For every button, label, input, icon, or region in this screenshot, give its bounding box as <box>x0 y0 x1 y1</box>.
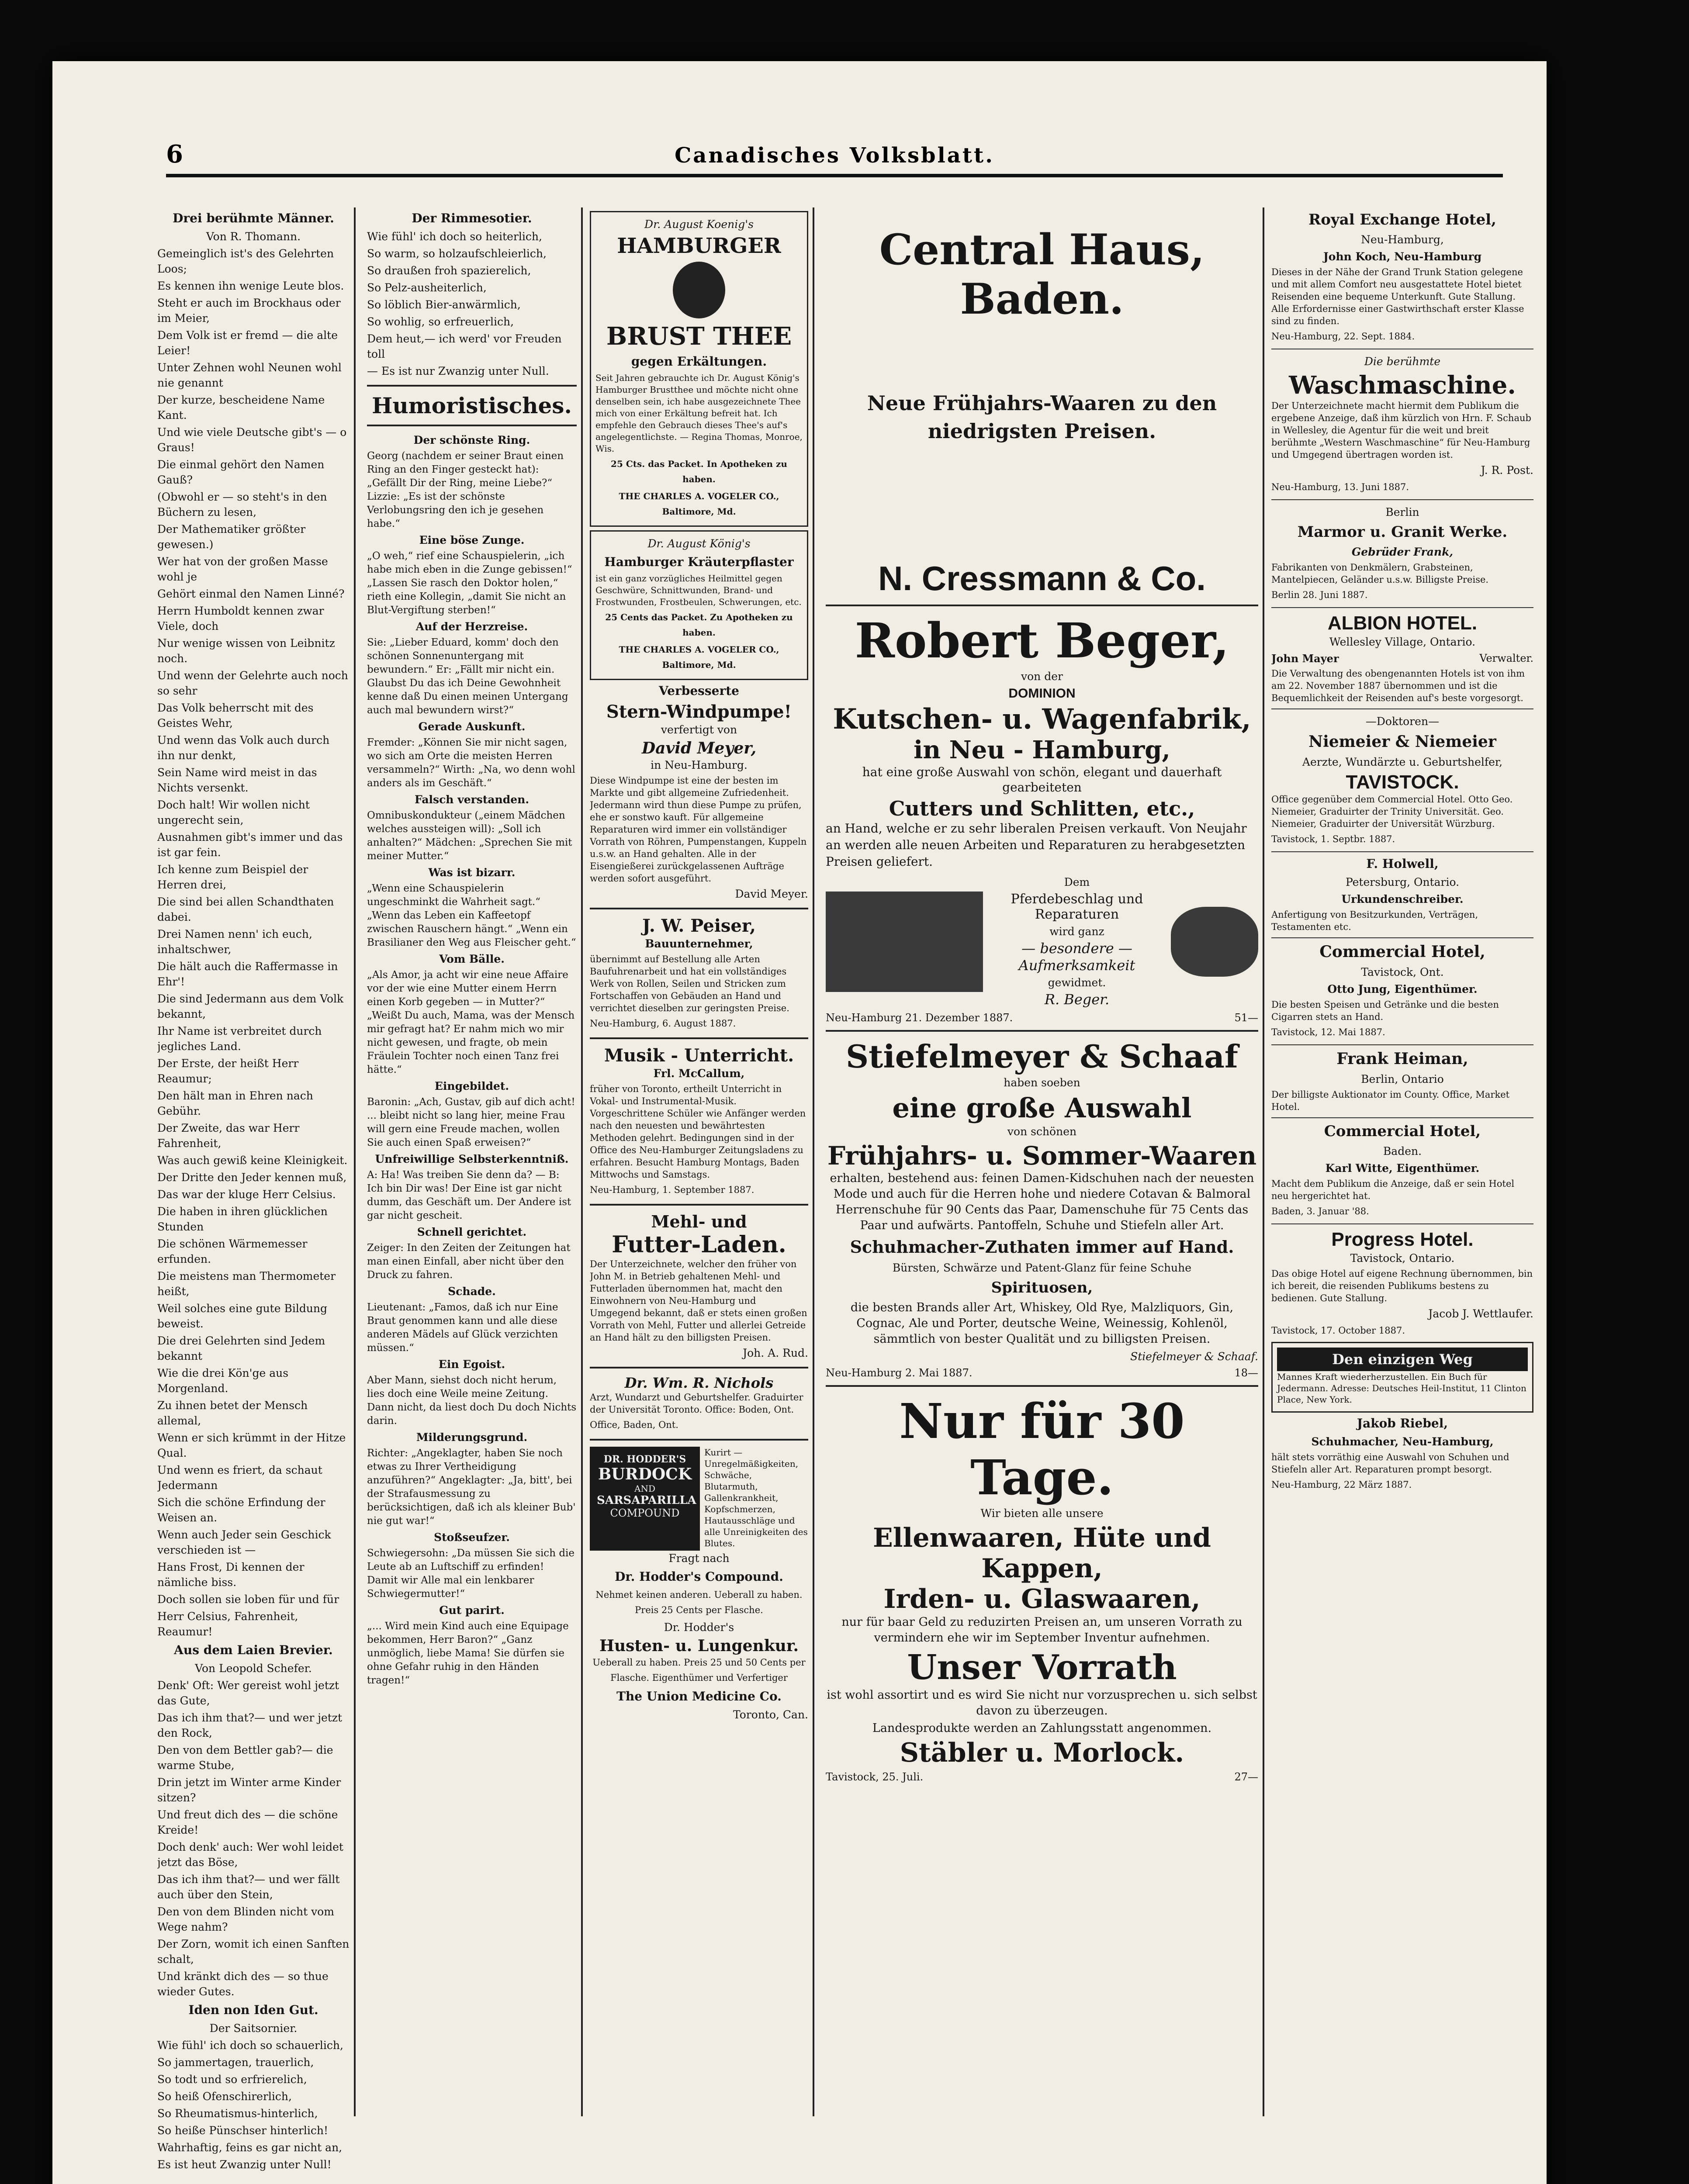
peiser-ad <box>590 916 808 1031</box>
marmor-ad <box>1271 505 1533 603</box>
ad-sub: Bauunternehmer, <box>645 937 753 950</box>
poem-line: Die drei Gelehrten sind Jedem bekannt <box>157 1334 325 1362</box>
humor-item-heading: Schade. <box>448 1285 496 1298</box>
ad-sign: Joh. A. Rud. <box>743 1347 808 1359</box>
ad-right1: Pferdebeschlag und Reparaturen <box>1011 892 1143 922</box>
holwell-ad <box>1271 857 1533 933</box>
ad-waaren: Frühjahrs- u. Sommer-Waaren <box>827 1141 1257 1171</box>
humor-section-title: Humoristisches. <box>372 393 572 418</box>
poem2-author: Von Leopold Schefer. <box>195 1662 312 1675</box>
humor-item-heading: Falsch verstanden. <box>414 793 530 806</box>
poem-line: Herrn Humboldt kennen zwar Viele, doch <box>157 605 324 632</box>
humor-item-text: Sie: „Lieber Eduard, komm' doch den schönen Sonnenuntergang mit bewundern.“ Er: „Fällt mir nicht ein. Glaubst Du das ich Deine Gewohnheit kenne daß Du einen meinen Untergang auch mal bewundern wirst?“ <box>367 637 568 716</box>
ad-right4: Aufmerksamkeit <box>1018 957 1135 974</box>
humor-item-heading: Eine böse Zunge. <box>419 534 525 546</box>
poem-line: Und kränkt dich des — so thue wieder Gutes. <box>157 1970 329 1998</box>
poem-line: Steht er auch im Brockhaus oder im Meier, <box>157 297 341 325</box>
ad-name: Frl. McCallum, <box>653 1067 745 1080</box>
ad-line2: Irden- u. Glaswaaren, <box>883 1584 1201 1614</box>
ad-footer-left: Neu-Hamburg 2. Mai 1887. <box>826 1367 973 1379</box>
royal-exchange-ad <box>1271 211 1533 344</box>
poem-line: So wohlig, so erfreuerlich, <box>367 315 514 328</box>
poem-line: Wer hat von der großen Masse wohl je <box>157 555 328 583</box>
ad-footer: Toronto, Can. <box>733 1708 808 1721</box>
ad-body: Office gegenüber dem Commercial Hotel. Otto Geo. Niemeier, Graduirter der Trinity Universität. Geo. Niemeier, Graduirter der Universität Würzburg. <box>1271 794 1513 829</box>
ad-body: Das obige Hotel auf eigene Rechnung übernommen, bin ich bereit, die reisenden Publikums bestens zu bedienen. Gute Stallung. <box>1271 1268 1533 1303</box>
ad-right5: gewidmet. <box>1048 976 1106 989</box>
column-2-humor <box>367 207 577 1689</box>
poem-line: Der Zweite, das war Herr Fahrenheit, <box>157 1122 300 1150</box>
poem-line: Gehört einmal den Namen Linné? <box>157 587 345 600</box>
ad-body: Diese Windpumpe ist eine der besten im Markte und gibt allgemeine Zufriedenheit. Jedermann wird thun diese Pumpe zu prüfen, ehe er sonstwo kauft. Für allgemeine Reparaturen wird immer ein vollständiger Vorrath von Röhren, Pumpenstangen, Kuppeln u.s.w. an Hand gehalten. Alle in der Eisengießerei zurückgelassenen Aufträge werden sofort ausgeführt. <box>590 775 807 884</box>
poem1-lines <box>157 246 350 1639</box>
tools-illustration <box>1171 907 1258 977</box>
poem-line: So draußen froh spazierelich, <box>367 264 531 277</box>
ad-maker: The Union Medicine Co. <box>616 1689 782 1704</box>
ad-footer: Berlin 28. Juni 1887. <box>1271 590 1368 600</box>
poem-line: Sein Name wird meist in das Nichts versenkt. <box>157 766 317 794</box>
ad-title: Dr. Wm. R. Nichols <box>624 1375 774 1391</box>
burdock-line2: BURDOCK <box>598 1465 692 1483</box>
poem-line: Und freut dich des — die schöne Kreide! <box>157 1808 338 1836</box>
poem-line: — Es ist nur Zwanzig unter Null. <box>367 365 549 377</box>
ad-pre: Die berühmte <box>1364 355 1441 368</box>
ad-name: F. Holwell, <box>1366 857 1439 871</box>
humor-items <box>367 432 577 1687</box>
poem-line: So löblich Bier-anwärmlich, <box>367 298 521 311</box>
ad-footer: Neu-Hamburg, 6. August 1887. <box>590 1018 736 1029</box>
poem-line: Drei Namen nenn' ich euch, inhaltschwer, <box>157 928 312 956</box>
humor-item-heading: Auf der Herzreise. <box>415 620 528 633</box>
poem-line: Und wenn es friert, da schaut Jedermann <box>157 1464 322 1492</box>
ad-place: Tavistock, Ont. <box>1361 966 1444 978</box>
ad-body: hält stets vorräthig eine Auswahl von Schuhen und Stiefeln aller Art. Reparaturen prompt besorgt. <box>1271 1452 1509 1475</box>
ad-name: Robert Beger, <box>855 612 1229 669</box>
poem-line: Das ich ihm that?— und wer jetzt den Rock, <box>157 1711 343 1739</box>
poem-line: Nur wenige wissen von Leibnitz noch. <box>157 637 335 665</box>
poem-line: Doch denk' auch: Wer wohl leidet jetzt das Böse, <box>157 1841 343 1869</box>
ad-firm: Stäbler u. Morlock. <box>900 1738 1184 1768</box>
poem-line: Gemeinglich ist's des Gelehrten Loos; <box>157 247 334 275</box>
ad-place: Baden. <box>1383 1145 1422 1158</box>
ad-place: Berlin <box>1385 506 1419 518</box>
ad-sub: haben soeben <box>1004 1076 1080 1089</box>
ad-zut: Schuhmacher-Zuthaten immer auf Hand. <box>850 1237 1234 1257</box>
ad-pre: Fragt nach <box>668 1552 730 1565</box>
ad-name: HAMBURGER <box>617 234 781 258</box>
portrait-image <box>673 262 725 318</box>
humor-item-text: „O weh,“ rief eine Schauspielerin, „ich habe mich eben in die Zunge gebissen!“ „Lassen Sie rasch den Doktor holen,“ rieth eine Kollegin, „damit Sie nicht an Blut-Vergiftung sterben!“ <box>367 550 572 616</box>
ad-sub: verfertigt von <box>661 723 737 736</box>
ad-title: Nur für 30 Tage. <box>899 1393 1185 1506</box>
poem-line: Und wenn der Gelehrte auch noch so sehr <box>157 669 348 697</box>
progress-hotel-ad <box>1271 1229 1533 1338</box>
poem2-title: Aus dem Laien Brevier. <box>174 1643 333 1657</box>
humor-item-text: Omnibuskondukteur („einem Mädchen welches aussteigen will): „Soll ich anhalten?“ Mädchen: „Sprechen Sie mit meiner Mutter.“ <box>367 810 572 862</box>
ad-sub: Aerzte, Wundärzte u. Geburtshelfer, <box>1302 756 1503 768</box>
ad-name: John Koch, Neu-Hamburg <box>1323 250 1482 263</box>
ad-big: eine große Auswahl <box>892 1092 1192 1124</box>
heiman-ad <box>1271 1050 1533 1113</box>
ad-body: Der Unterzeichnete, welcher den früher von John M. in Betrieb gehaltenen Mehl- und Futterladen übernommen hat, macht den Einwohnern von Neu-Hamburg und Umgegend bekannt, daß er stets einen großen Vorrath von Mehl, Futter und allerlei Getreide an Hand hält zu den billigsten Preisen. <box>590 1259 807 1343</box>
burdock-ad <box>590 1447 808 1551</box>
horse-illustration <box>826 892 983 992</box>
ad-footer-right: 27— <box>1234 1771 1258 1783</box>
ad-title: Husten- u. Lungenkur. <box>599 1637 799 1655</box>
ad-place: Petersburg, Ontario. <box>1345 876 1460 888</box>
humor-item-heading: Gerade Auskunft. <box>418 720 526 733</box>
ad-sign: David Meyer. <box>735 888 808 900</box>
ad-footer: Neu-Hamburg, 13. Juni 1887. <box>1271 482 1409 492</box>
ad-von: von schönen <box>1007 1125 1077 1138</box>
poem1-title: Drei berühmte Männer. <box>173 211 334 225</box>
col2-poem-lines <box>367 229 577 379</box>
ad-items: Cutters und Schlitten, etc., <box>889 797 1195 820</box>
ad-role: Verwalter. <box>1479 652 1533 664</box>
poem-line: Wie die drei Kön'ge aus Morgenland. <box>157 1367 289 1395</box>
ad-name: John Mayer <box>1271 652 1339 665</box>
humor-item-text: „... Wird mein Kind auch eine Equipage bekommen, Herr Baron?“ „Ganz unmöglich, liebe Mama! Sie dürfen sie ohne Gefahr ruhig in den Händen tragen!“ <box>367 1621 569 1686</box>
albion-hotel-ad <box>1271 612 1533 704</box>
humor-item-heading: Schnell gerichtet. <box>417 1226 527 1238</box>
burdock-line3: AND <box>634 1483 655 1494</box>
windpumpe-ad <box>590 684 808 902</box>
poem-line: Der kurze, bescheidene Name Kant. <box>157 394 325 422</box>
ad-footer-left: Neu-Hamburg 21. Dezember 1887. <box>826 1012 1013 1024</box>
humor-item-heading: Stoßseufzer. <box>434 1531 510 1544</box>
ad-place: TAVISTOCK. <box>1346 771 1459 793</box>
ad-place: Berlin, Ontario <box>1361 1073 1444 1085</box>
poem-line: Den von dem Bettler gab?— die warme Stube, <box>157 1744 333 1772</box>
ad-footer-right: 51— <box>1234 1012 1258 1024</box>
ad-body: Der billigste Auktionator im County. Office, Market Hotel. <box>1271 1089 1510 1112</box>
ad-sign: J. R. Post. <box>1481 464 1533 477</box>
humor-item-heading: Eingebildet. <box>434 1080 509 1092</box>
poem-line: Und wie viele Deutsche gibt's — o Graus! <box>157 426 347 454</box>
ad-body: ist ein ganz vorzügliches Heilmittel gegen Geschwüre, Schnittwunden, Brand- und Frostwunden, Frostbeulen, Schwerungen, etc. <box>595 573 802 607</box>
ad-sub: Wir bieten alle unsere <box>980 1507 1104 1520</box>
poem-line: Die sind bei allen Schandthaten dabei. <box>157 895 334 923</box>
col2-poem-title: Der Rimmesotier. <box>412 211 532 225</box>
ad-body: Arzt, Wundarzt und Geburtshelfer. Graduirter der Universität Toronto. Office: Boden, Ont. <box>590 1392 803 1415</box>
ad-footer: Neu-Hamburg, 22. Sept. 1884. <box>1271 331 1415 342</box>
ad-title: Progress Hotel. <box>1331 1229 1474 1250</box>
waschmaschine-ad <box>1271 354 1533 495</box>
ad-product: BRUST THEE <box>606 322 792 351</box>
humor-item-text: A: Ha! Was treiben Sie denn da? — B: Ich bin Dir was! Der Eine ist gar nicht dumm, das Geschäft um. Der Andere ist gar nicht gescheit. <box>367 1169 571 1221</box>
poem-line: So Pelz-ausheiterlich, <box>367 281 487 294</box>
poem-line: Doch halt! Wir wollen nicht ungerecht sein, <box>157 798 310 826</box>
humor-item-text: Richter: „Angeklagter, haben Sie noch etwas zu Ihrer Vertheidigung anzuführen?“ Angeklagter: „Ja, bitt', bei der Strafausmessung zu berücksichtigen, daß ich als kleiner Bub' nie gut war!“ <box>367 1448 576 1527</box>
humor-item-text: Fremder: „Können Sie mir nicht sagen, wo sich am Orte die meisten Herren versammeln?“ Wirth: „Na, wo denn wohl anders als im Geschäft.“ <box>367 737 575 789</box>
ad-title: Commercial Hotel, <box>1319 943 1485 961</box>
ad-footer-right: 18— <box>1234 1367 1258 1379</box>
ad-pre2: Dr. Hodder's <box>664 1621 734 1634</box>
poem-line: Unter Zehnen wohl Neunen wohl nie genannt <box>157 361 342 389</box>
poem-line: Was auch gewiß keine Kleinigkeit. <box>157 1154 348 1167</box>
ad-sign: Stiefelmeyer & Schaaf. <box>1130 1350 1258 1363</box>
poem-line: Die einmal gehört den Namen Gauß? <box>157 458 325 486</box>
poem-line: So Rheumatismus-hinterlich, <box>157 2107 318 2120</box>
poem-line: Zu ihnen betet der Mensch allemal, <box>157 1399 308 1427</box>
niemeier-ad <box>1271 714 1533 847</box>
ad-place: Wellesley Village, Ontario. <box>1329 636 1476 648</box>
humor-item-text: „Als Amor, ja acht wir eine neue Affaire vor der wie eine Mutter einem Herrn einen Korb gegeben — in Mutter?“ „Weißt Du auch, Mama, was der Mensch mir gefragt hat? Er nahm mich wo mir nicht gewesen, und fragte, ob mein Fräulein Tochter noch einen Tanz frei hätte.“ <box>367 969 575 1075</box>
ad-place: in Neu - Hamburg, <box>914 736 1170 764</box>
poem-line: Wenn er sich krümmt in der Hitze Qual. <box>157 1431 346 1459</box>
ad-spir: Spirituosen, <box>991 1279 1093 1296</box>
ad-body: Die besten Speisen und Getränke und die besten Cigarren stets an Hand. <box>1271 999 1499 1022</box>
column-1-poems <box>157 207 350 2174</box>
humor-item-text: Zeiger: In den Zeiten der Zeitungen hat man einen Einfall, aber nicht über den Druck zu fahren. <box>367 1242 571 1281</box>
newspaper-title: Canadisches Volksblatt. <box>675 143 994 168</box>
poem-line: So todt und so erfrierelich, <box>157 2073 307 2086</box>
poem-line: Das war der kluge Herr Celsius. <box>157 1188 336 1201</box>
commercial-hotel-baden-ad <box>1271 1123 1533 1219</box>
poem-line: Wenn auch Jeder sein Geschick verschieden ist — <box>157 1528 331 1556</box>
nur-30-tage-ad <box>826 1393 1258 1783</box>
poem-line: So heiße Pünschser hinterlich! <box>157 2124 329 2137</box>
humor-item-heading: Vom Bälle. <box>439 953 505 965</box>
musik-ad <box>590 1045 808 1198</box>
ad-footer1: 25 Cts. das Packet. In Apotheken zu haben. <box>611 459 787 484</box>
burdock-line4: SARSAPARILLA <box>597 1494 696 1507</box>
kraeuterpflaster-ad <box>590 530 808 680</box>
burdock-side-text: Kurirt — Unregelmäßigkeiten, Schwäche, Blutarmuth, Gallenkrankheit, Kopfschmerzen, Hautausschläge und alle Unreinigkeiten des Blutes. <box>704 1447 808 1548</box>
ad-place: Neu-Hamburg, <box>1361 233 1444 246</box>
column-5-notices <box>1271 207 1533 1494</box>
ad-name: Jakob Riebel, <box>1357 1416 1448 1431</box>
poem-line: So heiß Ofenschirerlich, <box>157 2090 292 2103</box>
burdock-line1: DR. HODDER'S <box>603 1454 686 1465</box>
ad-footer: Office, Baden, Ont. <box>590 1420 678 1430</box>
ad-fabrik: Kutschen- u. Wagenfabrik, <box>833 703 1251 736</box>
ad-name: Gebrüder Frank, <box>1351 546 1454 558</box>
ad-body: Anfertigung von Besitzurkunden, Verträgen, Testamenten etc. <box>1271 909 1478 932</box>
ad-sign: Jacob J. Wettlaufer. <box>1428 1307 1533 1320</box>
poem-line: Drin jetzt im Winter arme Kinder sitzen? <box>157 1776 341 1804</box>
ad-place: Tavistock, Ontario. <box>1350 1252 1455 1265</box>
ad-body: Macht dem Publikum die Anzeige, daß er sein Hotel neu hergerichtet hat. <box>1271 1178 1515 1201</box>
ad-body: Fabrikanten von Denkmälern, Grabsteinen, Mantelpiecen, Geländer u.s.w. Billigste Preise. <box>1271 562 1489 585</box>
ad-body2: ist wohl assortirt und es wird Sie nicht nur vorzusprechen u. sich selbst davon zu überzeugen. <box>827 1688 1257 1717</box>
ad-body: nur für baar Geld zu reduzirten Preisen an, um unseren Vorrath zu vermindern ehe wir im September Inventur aufnehmen. <box>841 1615 1243 1645</box>
poem2-lines <box>157 1678 350 1999</box>
ad-dem: Dem <box>1064 876 1090 888</box>
ad-place: in Neu-Hamburg. <box>651 759 748 771</box>
poem-line: Der Mathematiker größter gewesen.) <box>157 523 306 551</box>
burdock-line5: COMPOUND <box>610 1507 680 1519</box>
ad-top: Dr. August Koenig's <box>644 218 754 231</box>
compound-ad <box>590 1551 808 1722</box>
newspaper-page <box>52 61 1547 2184</box>
poem-line: Denk' Oft: Wer gereist wohl jetzt das Gute, <box>157 1679 339 1707</box>
ad-top: Dr. August König's <box>647 537 751 550</box>
poem-line: Hans Frost, Di kennen der nämliche biss. <box>157 1561 305 1589</box>
ad-body: übernimmt auf Bestellung alle Arten Baufuhrenarbeit und hat ein vollständiges Werk von Rollen, Seilen und Stricken zum Fortschaffen von Gebäuden an Hand und verrichtet dieselben zur geringsten Preise. <box>590 954 789 1013</box>
ad-footer2: THE CHARLES A. VOGELER CO., Baltimore, Md. <box>619 491 779 517</box>
poem3-lines <box>157 2038 350 2172</box>
poem-line: Die schönen Wärmemesser erfunden. <box>157 1237 308 1265</box>
poem-line: Die sind Jedermann aus dem Volk bekannt, <box>157 992 344 1020</box>
ad-body2: die besten Brands aller Art, Whiskey, Old Rye, Malzliquors, Gin, Cognac, Ale und Porter, deutsche Weine, Weinessig, Kohlenöl, sämmtlich von bester Qualität und zu billigsten Preisen. <box>850 1301 1234 1346</box>
poem-line: Herr Celsius, Fahrenheit, Reaumur! <box>157 1610 298 1638</box>
humor-item-text: Lieutenant: „Famos, daß ich nur Eine Braut genommen kann und alle diese anderen Mädels auf Glück verzichten müssen.“ <box>367 1302 558 1354</box>
ad-title: Waschmaschine. <box>1289 371 1516 400</box>
poem-line: Der Zorn, womit ich einen Sanften schalt, <box>157 1938 350 1966</box>
ad-footer: Baden, 3. Januar '88. <box>1271 1206 1369 1216</box>
ad-sub: gegen Erkältungen. <box>631 354 767 369</box>
poem-line: Der Erste, der heißt Herr Reaumur; <box>157 1057 299 1085</box>
ad-title1: Mehl- und <box>651 1212 747 1231</box>
ad-footer: Tavistock, 1. Septbr. 1887. <box>1271 834 1395 844</box>
brust-thee-ad <box>590 211 808 527</box>
ad-zut2: Bürsten, Schwärze und Patent-Glanz für feine Schuhe <box>892 1261 1192 1274</box>
poem-line: Sich die schöne Erfindung der Weisen an. <box>157 1496 325 1524</box>
stiefelmeyer-ad <box>826 1038 1258 1379</box>
ad-title: Royal Exchange Hotel, <box>1308 211 1496 228</box>
ad-right3: — besondere — <box>1021 940 1132 957</box>
poem-line: Das ich ihm that?— und wer fällt auch über den Stein, <box>157 1873 340 1901</box>
ad-line1: Ellenwaaren, Hüte und Kappen, <box>873 1523 1211 1584</box>
ad-body: hat eine große Auswahl von schön, elegant und dauerhaft gearbeiteten <box>862 765 1222 795</box>
ad-pre: —Doktoren— <box>1365 715 1440 728</box>
burdock-label <box>590 1447 700 1551</box>
ad-body: Nehmet keinen anderen. Ueberall zu haben. Preis 25 Cents per Flasche. <box>595 1590 803 1615</box>
humor-item-text: Georg (nachdem er seiner Braut einen Ring an den Finger gesteckt hat): „Gefällt Dir der Ring, meine Liebe?“ Lizzie: „Es ist der schönste Verlobungsring den ich je gesehen habe.“ <box>367 450 564 529</box>
poem3-title: Iden non Iden Gut. <box>188 2003 318 2017</box>
ad-footer1: 25 Cents das Packet. Zu Apotheken zu haben. <box>605 612 793 638</box>
ad-title: ALBION HOTEL. <box>1327 612 1478 634</box>
ad-firm: N. Cressmann & Co. <box>878 559 1206 598</box>
poem3-subtitle: Der Saitsornier. <box>209 2022 298 2035</box>
poem-line: Wie fühl' ich doch so schauerlich, <box>157 2039 343 2052</box>
ad-body2: Ueberall zu haben. Preis 25 und 50 Cents per Flasche. Eigenthümer und Verfertiger <box>592 1657 806 1683</box>
poem-line: Ausnahmen gibt's immer und das ist gar fein. <box>157 831 343 859</box>
humor-item-heading: Unfreiwillige Selbsterkenntniß. <box>375 1153 569 1165</box>
page-number: 6 <box>166 140 183 169</box>
poem-line: Das Volk beherrscht mit des Geistes Wehr, <box>157 702 314 729</box>
ad-body: Seit Jahren gebrauchte ich Dr. August König's Hamburger Brustthee und möchte nicht ohne denselben sein, ich habe ausgezeichnete Thee mich von einer Erkältung befreit hat. Ich empfehle den Gebrauch dieses Thee's auf's angelegentlichste. — Regina Thomas, Monroe, Wis. <box>595 373 803 454</box>
humor-item-text: Schwiegersohn: „Da müssen Sie sich die Leute ab an Luftschiff zu erfinden! Damit wir Alle mal ein lenkbarer Schwiegermutter!“ <box>367 1548 575 1600</box>
ad-landes: Landesprodukte werden an Zahlungsstatt angenommen. <box>872 1721 1212 1735</box>
beger-ad <box>826 612 1258 1024</box>
poem-line: Der Dritte den Jeder kennen muß, <box>157 1171 347 1184</box>
ad-name: Dr. Hodder's Compound. <box>615 1569 783 1584</box>
poem-line: Die meistens man Thermometer heißt, <box>157 1270 336 1298</box>
ad-footer2: THE CHARLES A. VOGELER CO., Baltimore, Md. <box>619 644 779 670</box>
ad-footer: Tavistock, 17. October 1887. <box>1271 1325 1405 1336</box>
riebel-ad <box>1271 1416 1533 1493</box>
nichols-ad <box>590 1375 808 1433</box>
poem-line: Die hält auch die Raffermasse in Ehr'! <box>157 960 338 988</box>
ad-title: Marmor u. Granit Werke. <box>1297 523 1508 541</box>
ad-title2: Stern-Windpumpe! <box>606 702 792 722</box>
poem-line: Es kennen ihn wenige Leute blos. <box>157 280 344 292</box>
ad-footer: Neu-Hamburg, 1. September 1887. <box>590 1185 755 1195</box>
humor-item-text: Aber Mann, siehst doch nicht herum, lies doch eine Weile meine Zeitung. Dann nicht, da liest doch Du doch Nichts darin. <box>367 1375 577 1427</box>
humor-item-heading: Milderungsgrund. <box>416 1431 528 1444</box>
ad-body: Der Unterzeichnete macht hiermit dem Publikum die ergebene Anzeige, daß ihm kürzlich von Hrn. F. Schaub in Wellesley, die Agentur für die weit und breit berühmte „Western Waschmaschine“ für Neu-Hamburg und Umgegend übertragen worden ist. <box>1271 401 1531 460</box>
ad-body: früher von Toronto, ertheilt Unterricht in Vokal- und Instrumental-Musik. Vorgeschrittene Schüler wie Anfänger werden nach den neuesten und bewährtesten Methoden gelehrt. Bedingungen sind in der Office des Neu-Hamburger Zeitungsladens zu erfahren. Besucht Hamburg Montags, Baden Mittwochs und Samstags. <box>590 1084 806 1180</box>
ad-title2: Futter-Laden. <box>612 1231 786 1258</box>
humor-item-heading: Der schönste Ring. <box>413 434 530 446</box>
ad-vorrath: Unser Vorrath <box>907 1648 1177 1687</box>
poem-line: Wie fühl' ich doch so heiterlich, <box>367 230 542 243</box>
poem-line: Weil solches eine gute Bildung beweist. <box>157 1302 328 1330</box>
ad-body: Mannes Kraft wiederherzustellen. Ein Buch für Jedermann. Adresse: Deutsches Heil-Institut, 11 Clinton Place, New York. <box>1277 1372 1526 1405</box>
poem-line: Und wenn das Volk auch durch ihn nur denkt, <box>157 734 330 762</box>
ad-name: Stiefelmeyer & Schaaf <box>846 1038 1238 1075</box>
masthead <box>166 140 1503 177</box>
ad-body: erhalten, bestehend aus: feinen Damen-Kidschuhen nach der neuesten Mode und auch für die Herren hohe und niedere Cotavan & Balmoral Herrenschuhe für 90 Cents das Paar, Damenschuhe für 75 Cents das Paar und aufwärts. Pantoffeln, Schuhe und Stiefeln aller Art. <box>830 1171 1254 1232</box>
poem-line: Dem heut,— ich werd' vor Freuden toll <box>367 332 562 360</box>
ad-title: Den einzigen Weg <box>1277 1348 1528 1371</box>
poem-line: So warm, so holzaufschleierlich, <box>367 247 547 260</box>
poem-line: Ihr Name ist verbreitet durch jegliches Land. <box>157 1025 322 1053</box>
ad-title: Musik - Unterricht. <box>604 1045 794 1066</box>
ad-body: Die Verwaltung des obengenannten Hotels ist von ihm am 22. November 1887 übernommen und ist die Bequemlichkeit der Reisenden auf's beste vorgesorgt. <box>1271 668 1525 703</box>
ad-footer: Neu-Hamburg, 22 März 1887. <box>1271 1479 1412 1490</box>
ad-body2: an Hand, welche er zu sehr liberalen Preisen verkauft. Von Neujahr an werden alle neuen Arbeiten und Reparaturen zu herabgesetzten Preisen geliefert. <box>826 821 1247 869</box>
ad-name: David Meyer, <box>641 739 757 757</box>
central-haus-ad <box>826 225 1258 598</box>
column-3-ads <box>590 207 808 1724</box>
poem-line: Den hält man in Ehren nach Gebühr. <box>157 1089 313 1117</box>
ad-right6: R. Beger. <box>1044 991 1110 1008</box>
ad-footer-left: Tavistock, 25. Juli. <box>826 1771 924 1783</box>
ad-footer: Tavistock, 12. Mai 1887. <box>1271 1027 1385 1037</box>
poem-line: (Obwohl er — so steht's in den Büchern zu lesen, <box>157 491 327 518</box>
einzigen-weg-ad <box>1271 1342 1533 1413</box>
ad-von: von der <box>1021 670 1063 683</box>
ad-name: Otto Jung, Eigenthümer. <box>1327 983 1478 995</box>
humor-item-heading: Gut parirt. <box>439 1604 505 1617</box>
humor-item-text: „Wenn eine Schauspielerin ungeschminkt die Wahrheit sagt.“ „Wenn das Leben ein Kaffeetopf zwischen Rauschern hängt.“ „Wenn ein Brasilianer den Weg aus Fleischer geht.“ <box>367 883 576 948</box>
ad-name: Hamburger Kräuterpflaster <box>604 555 794 569</box>
ad-role: Schuhmacher, Neu-Hamburg, <box>1311 1435 1494 1448</box>
poem-line: Ich kenne zum Beispiel der Herren drei, <box>157 863 308 891</box>
ad-sub: Neue Frühjahrs-Waaren zu den niedrigsten Preisen. <box>867 391 1217 443</box>
poem-line: Die haben in ihren glücklichen Stunden <box>157 1205 328 1233</box>
ad-right2: wird ganz <box>1049 925 1104 938</box>
humor-item-text: Baronin: „Ach, Gustav, gib auf dich acht! ... bleibt nicht so lang hier, meine Frau will gern eine Freude machen, wollen Sie auch einen Spaß erweisen?“ <box>367 1096 575 1148</box>
ad-role: Urkundenschreiber. <box>1341 893 1464 905</box>
ad-title: Commercial Hotel, <box>1324 1123 1481 1140</box>
column-4-big-ads <box>826 207 1258 1786</box>
poem1-author: Von R. Thomann. <box>206 230 301 243</box>
ad-name: J. W. Peiser, <box>642 916 756 936</box>
poem-line: So jammertagen, trauerlich, <box>157 2056 314 2069</box>
poem-line: Es ist heut Zwanzig unter Null! <box>157 2158 332 2171</box>
commercial-hotel-ad <box>1271 943 1533 1040</box>
ad-name: Karl Witte, Eigenthümer. <box>1325 1162 1480 1175</box>
poem-line: Wahrhaftig, feins es gar nicht an, <box>157 2141 343 2154</box>
mehl-ad <box>590 1212 808 1361</box>
humor-item-heading: Was ist bizarr. <box>428 866 516 879</box>
ad-title: Central Haus, Baden. <box>879 225 1205 324</box>
ad-body: Dieses in der Nähe der Grand Trunk Station gelegene und mit allem Comfort neu ausgestattete Hotel bietet Reisenden eine bequeme Unterkunft. Gute Stallung. Alle Erfordernisse einer Gastwirthschaft erster Klasse sind zu finden. <box>1271 267 1524 326</box>
poem-line: Doch sollen sie loben für und für <box>157 1593 339 1606</box>
humor-item-heading: Ein Egoist. <box>438 1358 505 1371</box>
poem-line: Den von dem Blinden nicht vom Wege nahm? <box>157 1905 334 1933</box>
ad-title: Niemeier & Niemeier <box>1308 733 1496 751</box>
ad-title1: Verbesserte <box>659 684 739 698</box>
ad-name: Frank Heiman, <box>1336 1050 1468 1068</box>
ad-dominion: DOMINION <box>1008 686 1076 701</box>
poem-line: Dem Volk ist er fremd — die alte Leier! <box>157 329 338 357</box>
